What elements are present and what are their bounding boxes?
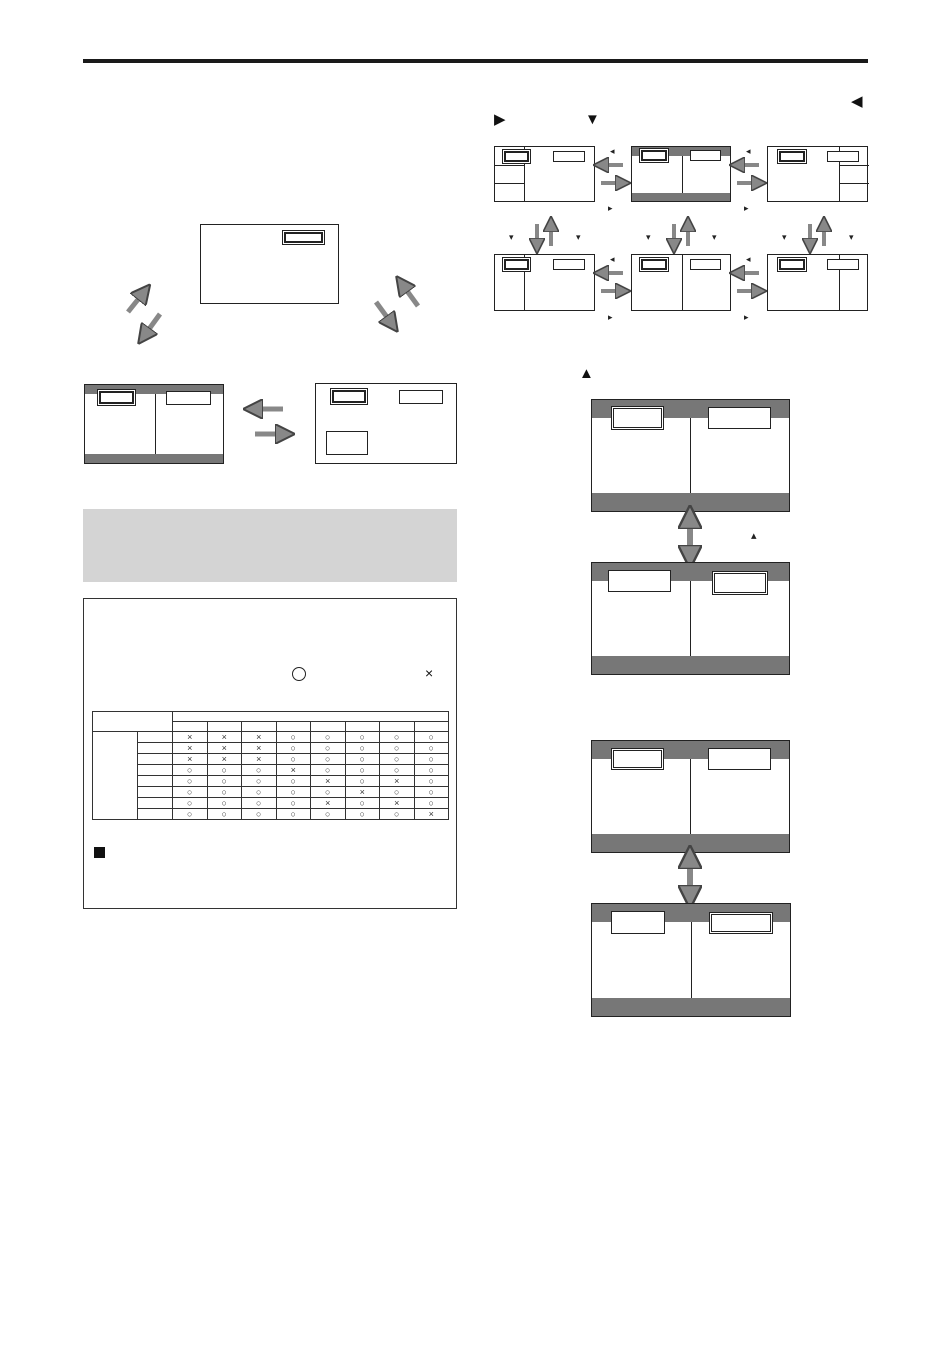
table-cell: ○ bbox=[276, 787, 311, 798]
swap-arrows-icon bbox=[733, 156, 765, 192]
table-cell: ○ bbox=[414, 765, 449, 776]
right-key-icon: ▶ bbox=[494, 111, 506, 128]
table-cell: ○ bbox=[173, 776, 208, 787]
table-cell: ○ bbox=[207, 776, 242, 787]
table-cell: × bbox=[207, 732, 242, 743]
table-cell: ○ bbox=[311, 754, 346, 765]
swap-arrows-icon bbox=[247, 397, 291, 447]
table-cell: × bbox=[173, 743, 208, 754]
table-cell: ○ bbox=[345, 798, 380, 809]
table-cell: × bbox=[242, 743, 277, 754]
pip-inset-window bbox=[326, 431, 368, 455]
down-key-icon: ▾ bbox=[782, 232, 787, 242]
table-cell: ○ bbox=[345, 743, 380, 754]
large-screen-4 bbox=[591, 903, 791, 1017]
table-cell: ○ bbox=[173, 798, 208, 809]
large-right-window bbox=[708, 407, 771, 429]
table-cell: ○ bbox=[242, 765, 277, 776]
table-row bbox=[93, 776, 449, 787]
large-right-window-selected bbox=[709, 912, 773, 934]
table-cell: × bbox=[173, 754, 208, 765]
left-key-icon: ◂ bbox=[610, 254, 615, 264]
right-key-icon: ▸ bbox=[744, 312, 749, 322]
table-cell: × bbox=[207, 754, 242, 765]
split-screen-diagram bbox=[84, 384, 224, 464]
table-cell: ○ bbox=[345, 754, 380, 765]
down-key-icon: ▼ bbox=[585, 111, 600, 128]
table-cell: ○ bbox=[276, 776, 311, 787]
cross-icon: × bbox=[425, 665, 434, 681]
swap-arrows-icon bbox=[597, 264, 629, 300]
square-bullet-icon bbox=[94, 847, 105, 858]
left-key-icon: ◂ bbox=[610, 146, 615, 156]
table-cell: ○ bbox=[173, 809, 208, 820]
large-right-window-selected bbox=[712, 571, 768, 595]
swap-arrows-icon bbox=[597, 156, 629, 192]
table-cell: ○ bbox=[414, 787, 449, 798]
large-left-window bbox=[611, 911, 665, 934]
right-key-icon: ▸ bbox=[744, 203, 749, 213]
table-cell: ○ bbox=[311, 743, 346, 754]
table-cell: ○ bbox=[276, 809, 311, 820]
left-key-icon: ◂ bbox=[746, 254, 751, 264]
pip-right-window bbox=[399, 390, 443, 404]
grid-screen-4 bbox=[494, 254, 595, 311]
table-row bbox=[93, 754, 449, 765]
table-cell: ○ bbox=[242, 787, 277, 798]
table-cell: × bbox=[173, 732, 208, 743]
table-cell: × bbox=[311, 776, 346, 787]
grid-screen-5 bbox=[631, 254, 731, 311]
down-key-icon: ▾ bbox=[509, 232, 514, 242]
down-key-icon: ▾ bbox=[849, 232, 854, 242]
table-cell: ○ bbox=[414, 754, 449, 765]
table-cell: ○ bbox=[311, 787, 346, 798]
table-row bbox=[93, 809, 449, 820]
section-heading-band bbox=[83, 509, 457, 582]
diagonal-arrows-left-icon bbox=[118, 286, 168, 342]
table-cell: ○ bbox=[414, 743, 449, 754]
table-cell: × bbox=[380, 776, 415, 787]
single-screen-window bbox=[284, 232, 323, 243]
table-row bbox=[93, 798, 449, 809]
table-cell: ○ bbox=[380, 809, 415, 820]
table-cell: ○ bbox=[380, 765, 415, 776]
table-cell: ○ bbox=[242, 809, 277, 820]
large-screen-1 bbox=[591, 399, 790, 512]
updown-arrows-icon bbox=[528, 221, 560, 249]
circle-icon bbox=[292, 667, 306, 681]
right-key-icon: ▸ bbox=[608, 203, 613, 213]
diagonal-arrows-right-icon bbox=[370, 278, 426, 332]
large-left-window bbox=[608, 570, 671, 592]
table-cell: ○ bbox=[345, 732, 380, 743]
table-cell: × bbox=[207, 743, 242, 754]
large-right-window bbox=[708, 748, 771, 770]
table-cell: ○ bbox=[242, 776, 277, 787]
right-key-icon: ▸ bbox=[608, 312, 613, 322]
table-row bbox=[93, 732, 449, 743]
table-cell: ○ bbox=[173, 765, 208, 776]
table-cell: ○ bbox=[276, 798, 311, 809]
left-key-icon: ◀ bbox=[851, 93, 863, 110]
large-screen-2 bbox=[591, 562, 790, 675]
table-cell: ○ bbox=[311, 732, 346, 743]
large-screen-3 bbox=[591, 740, 790, 853]
updown-double-arrow-icon bbox=[677, 853, 703, 901]
down-key-icon: ▾ bbox=[712, 232, 717, 242]
table-cell: ○ bbox=[345, 765, 380, 776]
grid-screen-3 bbox=[767, 146, 868, 202]
table-cell: × bbox=[380, 798, 415, 809]
large-left-window-selected bbox=[611, 406, 664, 430]
table-cell: ○ bbox=[414, 798, 449, 809]
table-cell: ○ bbox=[242, 798, 277, 809]
table-cell: ○ bbox=[414, 732, 449, 743]
table-cell: ○ bbox=[345, 776, 380, 787]
table-cell: ○ bbox=[345, 809, 380, 820]
table-cell: ○ bbox=[173, 787, 208, 798]
table-cell: ○ bbox=[311, 765, 346, 776]
grid-screen-1 bbox=[494, 146, 595, 202]
table-cell: ○ bbox=[276, 732, 311, 743]
table-cell: ○ bbox=[380, 732, 415, 743]
table-row bbox=[93, 787, 449, 798]
updown-double-arrow-icon bbox=[677, 513, 703, 561]
table-cell: × bbox=[242, 732, 277, 743]
pip-screen-diagram bbox=[315, 383, 457, 464]
left-key-icon: ◂ bbox=[746, 146, 751, 156]
table-cell: ○ bbox=[276, 754, 311, 765]
table-cell: ○ bbox=[380, 787, 415, 798]
updown-arrows-icon bbox=[801, 221, 833, 249]
table-cell: ○ bbox=[276, 743, 311, 754]
grid-screen-6 bbox=[767, 254, 868, 311]
compatibility-table bbox=[92, 711, 449, 820]
up-key-icon: ▲ bbox=[579, 365, 594, 382]
up-key-icon: ▴ bbox=[751, 530, 757, 542]
down-key-icon: ▾ bbox=[576, 232, 581, 242]
table-cell: × bbox=[242, 754, 277, 765]
table-row bbox=[93, 765, 449, 776]
table-cell: ○ bbox=[311, 809, 346, 820]
table-cell: ○ bbox=[207, 765, 242, 776]
swap-arrows-icon bbox=[733, 264, 765, 300]
split-left-window bbox=[99, 391, 134, 404]
table-cell: × bbox=[311, 798, 346, 809]
updown-arrows-icon bbox=[665, 221, 697, 249]
table-cell: ○ bbox=[207, 787, 242, 798]
down-key-icon: ▾ bbox=[646, 232, 651, 242]
header-rule bbox=[83, 59, 868, 63]
pip-left-window bbox=[332, 390, 366, 403]
table-cell: ○ bbox=[380, 743, 415, 754]
single-screen-diagram bbox=[200, 224, 339, 304]
table-cell: ○ bbox=[414, 776, 449, 787]
table-cell: × bbox=[276, 765, 311, 776]
table-cell: × bbox=[414, 809, 449, 820]
table-cell: ○ bbox=[207, 809, 242, 820]
table-row bbox=[93, 743, 449, 754]
grid-screen-2 bbox=[631, 146, 731, 202]
table-cell: ○ bbox=[207, 798, 242, 809]
split-right-window bbox=[166, 391, 211, 405]
large-left-window-selected bbox=[611, 748, 664, 770]
table-cell: × bbox=[345, 787, 380, 798]
table-cell: ○ bbox=[380, 754, 415, 765]
